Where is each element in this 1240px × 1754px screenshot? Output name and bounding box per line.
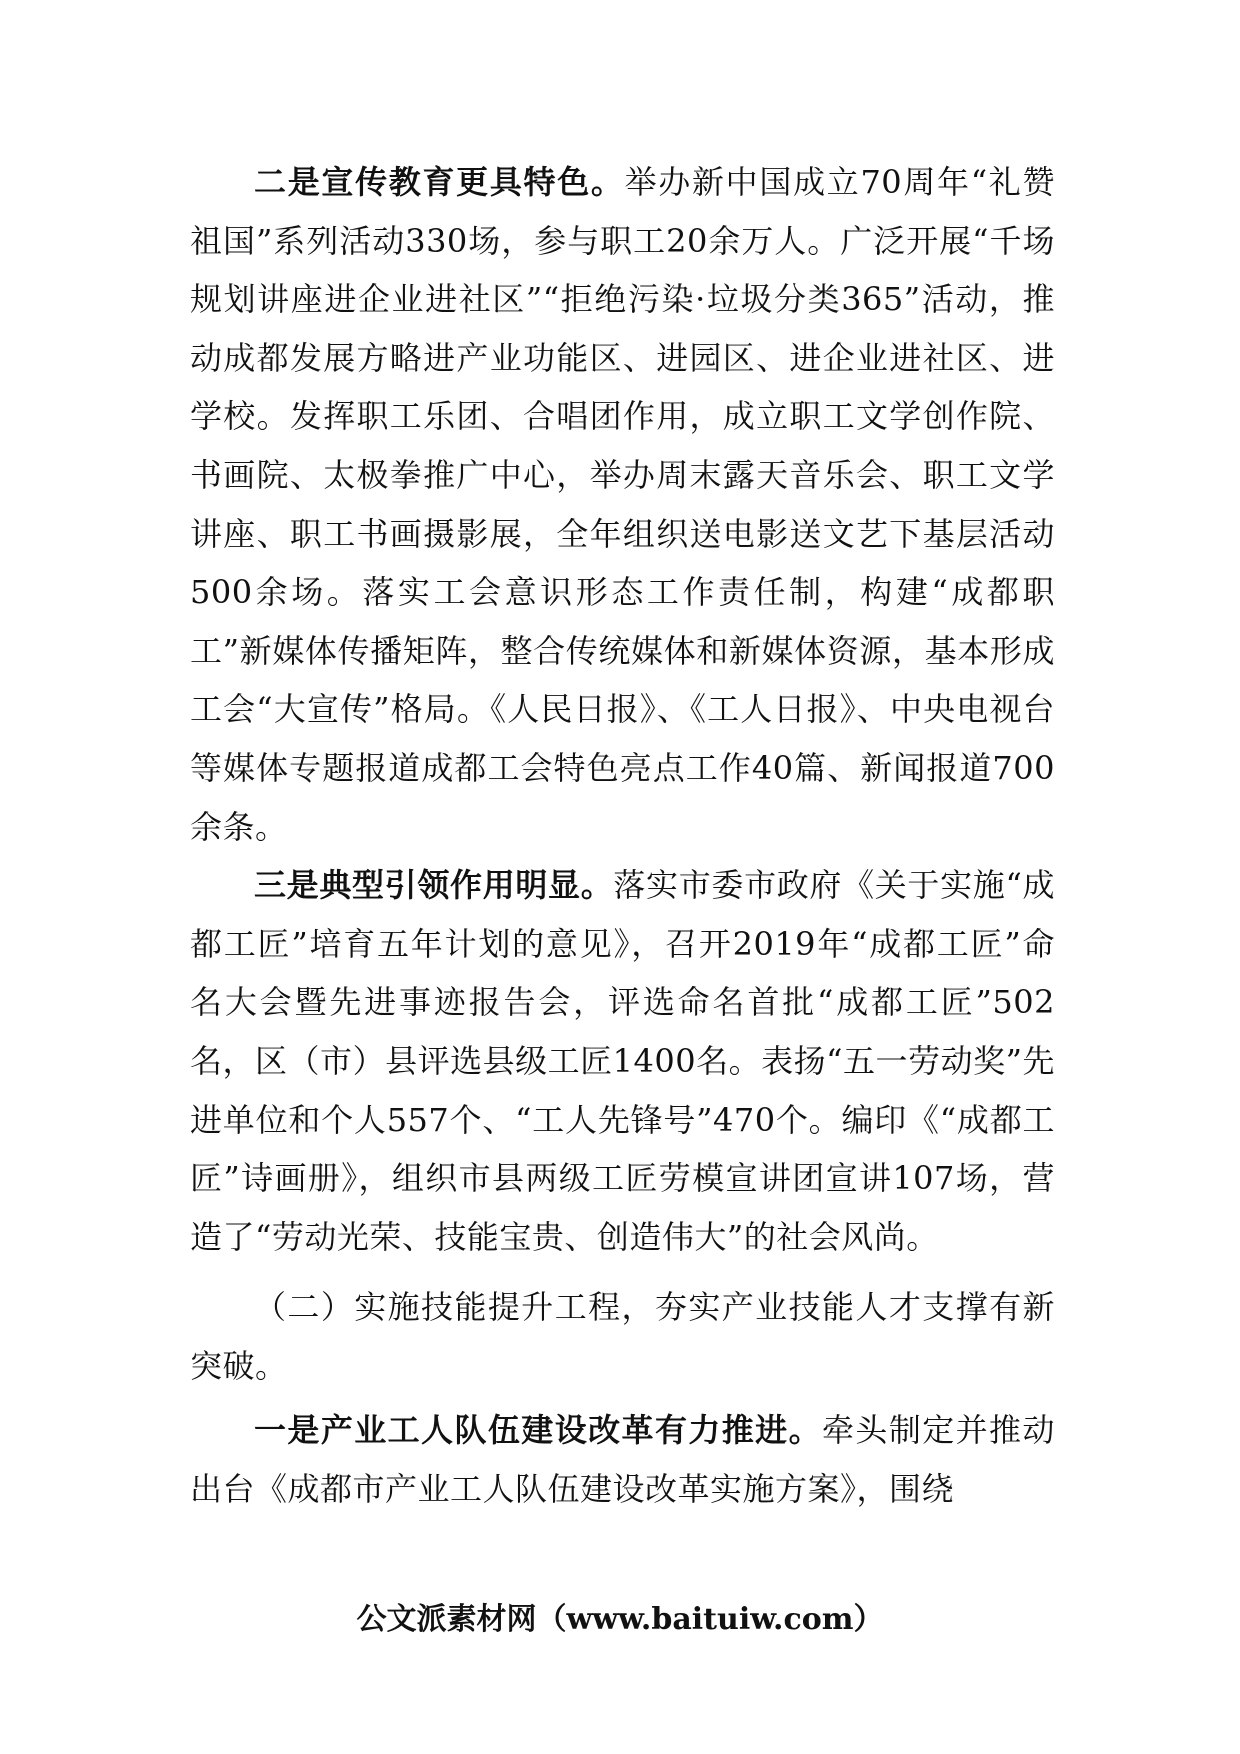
paragraph-model-leadership: [190, 856, 1055, 1266]
paragraph-lead: 二是宣传教育更具特色。: [254, 163, 625, 201]
paragraph-lead: 三是典型引领作用明显。: [254, 866, 614, 905]
paragraph-propaganda-education: [190, 153, 1055, 856]
footer-watermark: 公文派素材网（www.baituiw.com）: [356, 1602, 884, 1637]
paragraph-lead: 一是产业工人队伍建设改革有力推进。: [254, 1411, 822, 1450]
document-body: [190, 153, 1055, 1519]
paragraph-text: 举办新中国成立70周年“礼赞祖国”系列活动330场，参与职工20余万人。广泛开展“千场规划讲座进企业进社区”“拒绝污染·垃圾分类365”活动，推动成都发展方略进产业功能区、进园区、进企业进社区、进学校。发挥职工乐团、合唱团作用，成立职工文学创作院、书画院、太极拳推广中心，举办周末露天音乐会、职工文学讲座、职工书画摄影展，全年组织送电影送文艺下基层活动500余场。落实工会意识形态工作责任制，构建“成都职工”新媒体传播矩阵，整合传统媒体和新媒体资源，基本形成工会“大宣传”格局。《人民日报》、《工人日报》、中央电视台等媒体专题报道成都工会特色亮点工作40篇、新闻报道700余条。: [190, 163, 1055, 846]
section-heading-text: （二）实施技能提升工程，夯实产业技能人才支撑有新突破。: [190, 1288, 1055, 1385]
paragraph-text: 落实市委市政府《关于实施“成都工匠”培育五年计划的意见》，召开2019年“成都工匠”命名大会暨先进事迹报告会，评选命名首批“成都工匠”502名，区（市）县评选县级工匠1400名。表扬“五一劳动奖”先进单位和个人557个、“工人先锋号”470个。编印《“成都工匠”诗画册》，组织市县两级工匠劳模宣讲团宣讲107场，营造了“劳动光荣、技能宝贵、创造伟大”的社会风尚。: [190, 866, 1055, 1256]
section-heading-skill-improvement: [190, 1278, 1055, 1395]
paragraph-industrial-workforce-reform: [190, 1401, 1055, 1518]
paragraph-text: 牵头制定并推动出台《成都市产业工人队伍建设改革实施方案》，围绕: [190, 1411, 1055, 1509]
